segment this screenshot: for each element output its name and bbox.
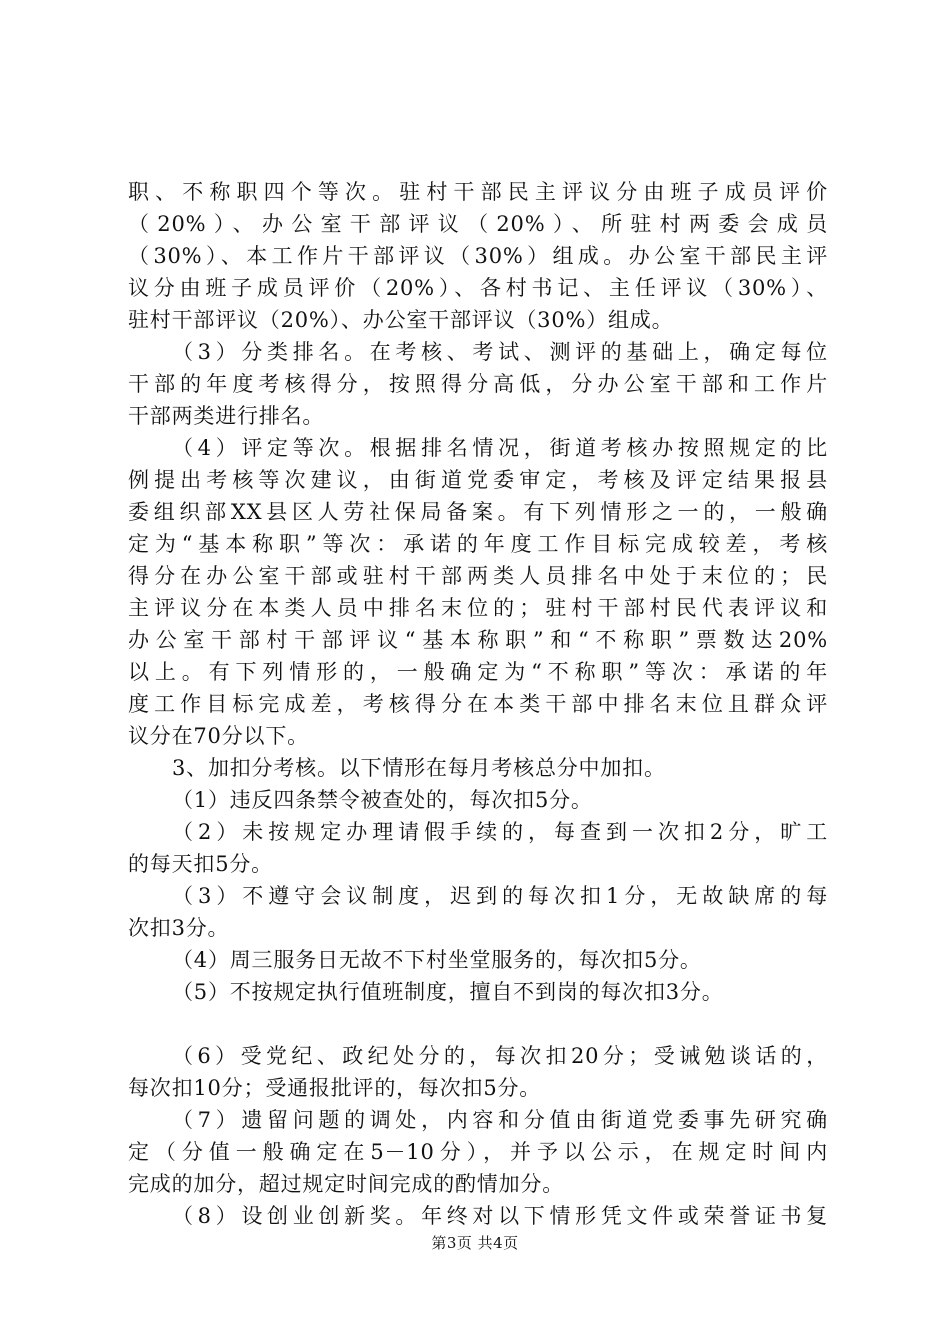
text-line: 每次扣10分；受通报批评的，每次扣5分。	[128, 1076, 542, 1100]
text-line: 定（分值一般确定在5－10分），并予以公示，在规定时间内	[128, 1140, 828, 1164]
paragraph-start-line: （3）分类排名。在考核、考试、测评的基础上，确定每位	[172, 340, 828, 364]
text-line: 办公室干部村干部评议“基本称职”和“不称职”票数达20%	[128, 628, 828, 652]
text-line: 驻村干部评议（20%）、办公室干部评议（30%）组成。	[128, 308, 674, 332]
paragraph-start-line: （4）评定等次。根据排名情况，街道考核办按照规定的比	[172, 436, 828, 460]
list-item-line: （6）受党纪、政纪处分的，每次扣20分；受诫勉谈话的，	[172, 1044, 828, 1068]
text-line: 以上。有下列情形的，一般确定为“不称职”等次：承诺的年	[128, 660, 828, 684]
list-item-line: （5）不按规定执行值班制度，擅自不到岗的每次扣3分。	[172, 980, 724, 1004]
list-item-line: （3）不遵守会议制度，迟到的每次扣1分，无故缺席的每	[172, 884, 828, 908]
text-line: 职、不称职四个等次。驻村干部民主评议分由班子成员评价	[128, 180, 828, 204]
list-item-line: （7）遗留问题的调处，内容和分值由街道党委事先研究确	[172, 1108, 828, 1132]
text-line: （30%）、本工作片干部评议（30%）组成。办公室干部民主评	[128, 244, 828, 268]
text-line: 议分由班子成员评价（20%）、各村书记、主任评议（30%）、	[128, 276, 828, 300]
text-line: 完成的加分，超过规定时间完成的酌情加分。	[128, 1172, 564, 1196]
text-line: 议分在70分以下。	[128, 724, 309, 748]
text-line: 干部两类进行排名。	[128, 404, 325, 428]
text-line: 得分在办公室干部或驻村干部两类人员排名中处于末位的；民	[128, 564, 828, 588]
text-line: 主评议分在本类人员中排名末位的；驻村干部村民代表评议和	[128, 596, 828, 620]
text-line: 委组织部XX县区人劳社保局备案。有下列情形之一的，一般确	[128, 500, 828, 524]
document-body	[128, 176, 828, 1232]
text-line: （20%）、办公室干部评议（20%）、所驻村两委会成员	[128, 212, 828, 236]
text-line: 例提出考核等次建议，由街道党委审定，考核及评定结果报县	[128, 468, 828, 492]
list-item-line: （8）设创业创新奖。年终对以下情形凭文件或荣誉证书复	[172, 1204, 828, 1228]
list-item-line: （2）未按规定办理请假手续的，每查到一次扣2分，旷工	[172, 820, 828, 844]
list-item-line: （1）违反四条禁令被查处的，每次扣5分。	[172, 788, 593, 812]
blank-line	[128, 1008, 828, 1040]
text-line: 定为“基本称职”等次：承诺的年度工作目标完成较差，考核	[128, 532, 828, 556]
list-item-line: （4）周三服务日无故不下村坐堂服务的，每次扣5分。	[172, 948, 702, 972]
text-line: 度工作目标完成差，考核得分在本类干部中排名末位且群众评	[128, 692, 828, 716]
text-line: 的每天扣5分。	[128, 852, 273, 876]
section-heading-line: 3、加扣分考核。以下情形在每月考核总分中加扣。	[172, 756, 666, 780]
page-footer: 第3页 共4页	[431, 1234, 519, 1252]
text-line: 次扣3分。	[128, 916, 230, 940]
text-line: 干部的年度考核得分，按照得分高低，分办公室干部和工作片	[128, 372, 828, 396]
